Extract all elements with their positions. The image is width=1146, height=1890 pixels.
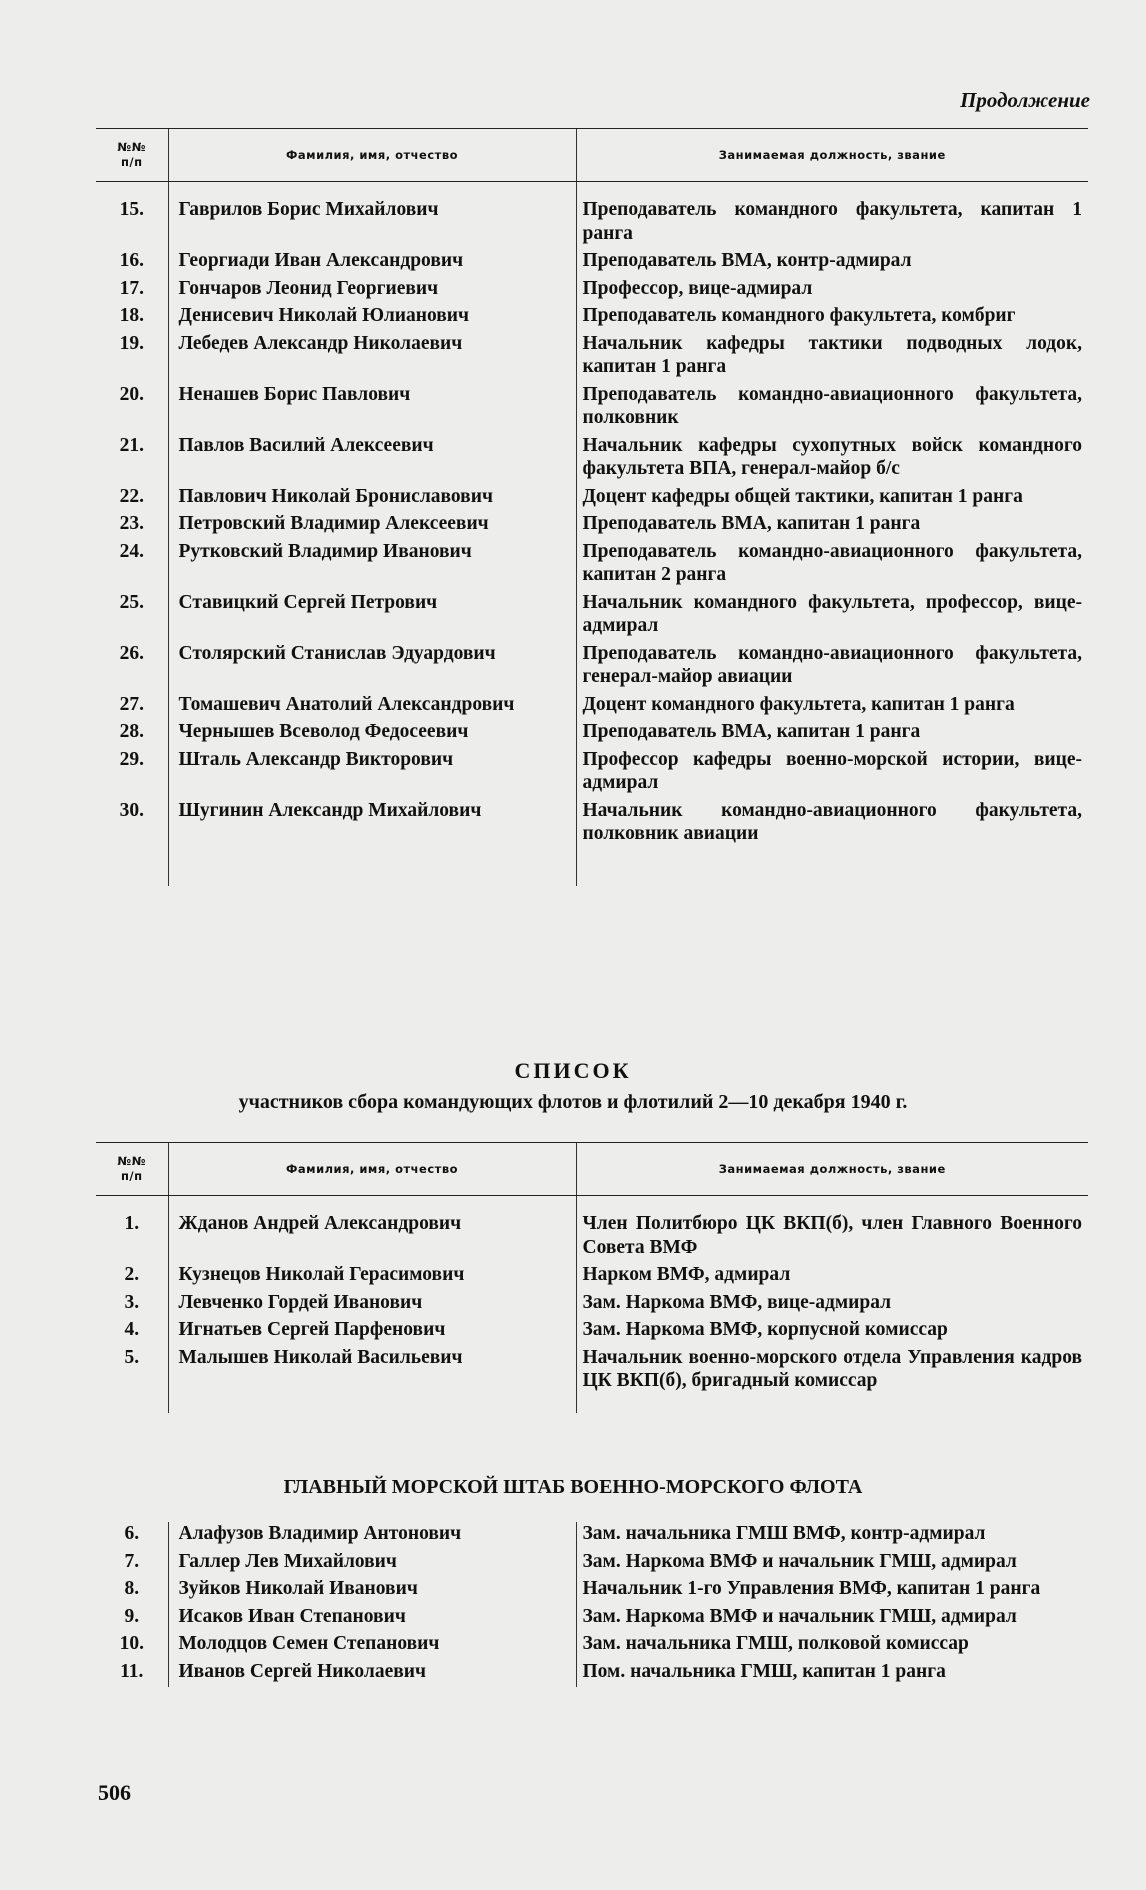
row-name: Павлович Николай Брониславович [168, 485, 576, 513]
row-number: 4. [124, 1319, 140, 1340]
row-number: 23. [119, 513, 144, 534]
row-position: Начальник командно-авиационного факультета, полковник авиации [576, 799, 1088, 850]
table-row [96, 1550, 1088, 1578]
list-title: СПИСОК [514, 1058, 632, 1083]
row-number: 2. [124, 1264, 140, 1285]
row-number: 28. [119, 721, 144, 742]
row-position: Нарком ВМФ, адмирал [576, 1263, 1088, 1291]
row-number: 9. [124, 1605, 140, 1627]
row-name: Кузнецов Николай Герасимович [168, 1263, 576, 1291]
row-number: 11. [120, 1660, 144, 1682]
table-row [96, 1660, 1088, 1688]
row-name: Рутковский Владимир Иванович [168, 540, 576, 591]
table-header-row [96, 129, 1088, 182]
row-name: Столярский Станислав Эдуардович [168, 642, 576, 693]
row-position: Преподаватель ВМА, контр-адмирал [576, 249, 1088, 277]
row-position: Зам. Наркома ВМФ и начальник ГМШ, адмирал [576, 1550, 1088, 1578]
column-header-number-line2: п/п [120, 155, 143, 169]
table-row [96, 540, 1088, 591]
row-number: 30. [119, 799, 144, 821]
row-position: Начальник 1-го Управления ВМФ, капитан 1 ранга [576, 1577, 1088, 1605]
row-number: 21. [119, 434, 144, 456]
row-name: Ненашев Борис Павлович [168, 383, 576, 434]
row-number: 20. [119, 383, 144, 405]
row-name: Жданов Андрей Александрович [168, 1196, 576, 1264]
column-header-number-line2: п/п [120, 1169, 143, 1183]
row-position: Профессор кафедры военно-морской истории, вице-адмирал [576, 748, 1088, 799]
row-position: Преподаватель ВМА, капитан 1 ранга [576, 720, 1088, 748]
table-row [96, 512, 1088, 540]
table-row [96, 1346, 1088, 1413]
table-row [96, 332, 1088, 383]
column-header-number-line1: №№ [117, 1154, 147, 1168]
row-number: 25. [119, 591, 144, 613]
row-position: Член Политбюро ЦК ВКП(б), член Главного Военного Совета ВМФ [576, 1196, 1088, 1264]
row-number: 29. [119, 748, 144, 770]
column-header-position: Занимаемая должность, звание [576, 129, 1088, 182]
table-row [96, 1196, 1088, 1264]
table-row [96, 748, 1088, 799]
row-name: Галлер Лев Михайлович [168, 1550, 576, 1578]
table-spacer-row [96, 850, 1088, 886]
academy-staff-table [96, 128, 1088, 886]
table-row [96, 277, 1088, 305]
row-name: Ставицкий Сергей Петрович [168, 591, 576, 642]
row-position: Начальник кафедры тактики подводных лодок, капитан 1 ранга [576, 332, 1088, 383]
row-position: Преподаватель командного факультета, комбриг [576, 304, 1088, 332]
row-name: Молодцов Семен Степанович [168, 1632, 576, 1660]
page-number: 506 [98, 1780, 131, 1805]
row-name: Игнатьев Сергей Парфенович [168, 1318, 576, 1346]
table-row [96, 304, 1088, 332]
row-number: 24. [119, 540, 144, 562]
table-row [96, 1577, 1088, 1605]
row-number: 18. [119, 305, 144, 326]
column-header-number [96, 1143, 168, 1196]
row-position: Зам. Наркома ВМФ, вице-адмирал [576, 1291, 1088, 1319]
row-number: 22. [119, 485, 144, 507]
row-name: Георгиади Иван Александрович [168, 249, 576, 277]
row-name: Исаков Иван Степанович [168, 1605, 576, 1633]
row-number: 17. [119, 277, 144, 299]
row-name: Зуйков Николай Иванович [168, 1577, 576, 1605]
table-row [96, 182, 1088, 250]
table-row [96, 591, 1088, 642]
row-name: Левченко Гордей Иванович [168, 1291, 576, 1319]
row-position: Пом. начальника ГМШ, капитан 1 ранга [576, 1660, 1088, 1688]
row-name: Шугинин Александр Михайлович [168, 799, 576, 850]
table-row [96, 434, 1088, 485]
main-naval-staff-table [96, 1522, 1088, 1687]
row-number: 15. [119, 199, 144, 220]
column-header-position: Занимаемая должность, звание [576, 1143, 1088, 1196]
table-row [96, 1263, 1088, 1291]
row-number: 26. [119, 642, 144, 664]
column-header-number [96, 129, 168, 182]
table-row [96, 642, 1088, 693]
row-name: Павлов Василий Алексеевич [168, 434, 576, 485]
list-subtitle: участников сбора командующих флотов и флотилий 2—10 декабря 1940 г. [238, 1091, 908, 1113]
row-number: 1. [124, 1213, 140, 1234]
table-row [96, 485, 1088, 513]
table-row [96, 1522, 1088, 1550]
table-row [96, 799, 1088, 850]
row-position: Начальник командного факультета, профессор, вице-адмирал [576, 591, 1088, 642]
row-number: 7. [124, 1550, 140, 1572]
row-number: 3. [124, 1291, 140, 1313]
table-row [96, 383, 1088, 434]
table-row [96, 1291, 1088, 1319]
row-number: 27. [119, 693, 144, 715]
row-name: Иванов Сергей Николаевич [168, 1660, 576, 1688]
row-number: 19. [119, 332, 144, 354]
continuation-label: Продолжение [960, 88, 1090, 112]
row-position: Зам. начальника ГМШ ВМФ, контр-адмирал [576, 1522, 1088, 1550]
row-name: Лебедев Александр Николаевич [168, 332, 576, 383]
row-number: 5. [124, 1346, 140, 1368]
table-row [96, 249, 1088, 277]
participants-table [96, 1142, 1088, 1413]
row-name: Чернышев Всеволод Федосеевич [168, 720, 576, 748]
row-name: Алафузов Владимир Антонович [168, 1522, 576, 1550]
row-position: Преподаватель командного факультета, капитан 1 ранга [576, 182, 1088, 250]
table-header-row [96, 1143, 1088, 1196]
row-position: Доцент кафедры общей тактики, капитан 1 ранга [576, 485, 1088, 513]
row-number: 6. [124, 1523, 140, 1544]
column-header-name: Фамилия, имя, отчество [168, 1143, 576, 1196]
row-name: Малышев Николай Васильевич [168, 1346, 576, 1413]
row-position: Зам. Наркома ВМФ, корпусной комиссар [576, 1318, 1088, 1346]
row-position: Зам. начальника ГМШ, полковой комиссар [576, 1632, 1088, 1660]
table-row [96, 720, 1088, 748]
section-heading: ГЛАВНЫЙ МОРСКОЙ ШТАБ ВОЕННО-МОРСКОГО ФЛОТА [283, 1476, 863, 1498]
row-position: Преподаватель командно-авиационного факультета, полковник [576, 383, 1088, 434]
row-position: Зам. Наркома ВМФ и начальник ГМШ, адмирал [576, 1605, 1088, 1633]
table-row [96, 693, 1088, 721]
row-position: Начальник кафедры сухопутных войск командного факультета ВПА, генерал-майор б/с [576, 434, 1088, 485]
row-name: Томашевич Анатолий Александрович [168, 693, 576, 721]
row-position: Преподаватель командно-авиационного факультета, капитан 2 ранга [576, 540, 1088, 591]
row-number: 10. [119, 1633, 144, 1654]
row-name: Денисевич Николай Юлианович [168, 304, 576, 332]
table-row [96, 1318, 1088, 1346]
table-row [96, 1605, 1088, 1633]
row-position: Доцент командного факультета, капитан 1 ранга [576, 693, 1088, 721]
row-position: Преподаватель ВМА, капитан 1 ранга [576, 512, 1088, 540]
column-header-name: Фамилия, имя, отчество [168, 129, 576, 182]
row-name: Гаврилов Борис Михайлович [168, 182, 576, 250]
row-name: Петровский Владимир Алексеевич [168, 512, 576, 540]
row-name: Гончаров Леонид Георгиевич [168, 277, 576, 305]
row-number: 16. [119, 250, 144, 271]
row-position: Преподаватель командно-авиационного факультета, генерал-майор авиации [576, 642, 1088, 693]
row-position: Начальник военно-морского отдела Управления кадров ЦК ВКП(б), бригадный комиссар [576, 1346, 1088, 1413]
column-header-number-line1: №№ [117, 140, 147, 154]
row-position: Профессор, вице-адмирал [576, 277, 1088, 305]
row-number: 8. [124, 1578, 140, 1599]
table-row [96, 1632, 1088, 1660]
row-name: Шталь Александр Викторович [168, 748, 576, 799]
